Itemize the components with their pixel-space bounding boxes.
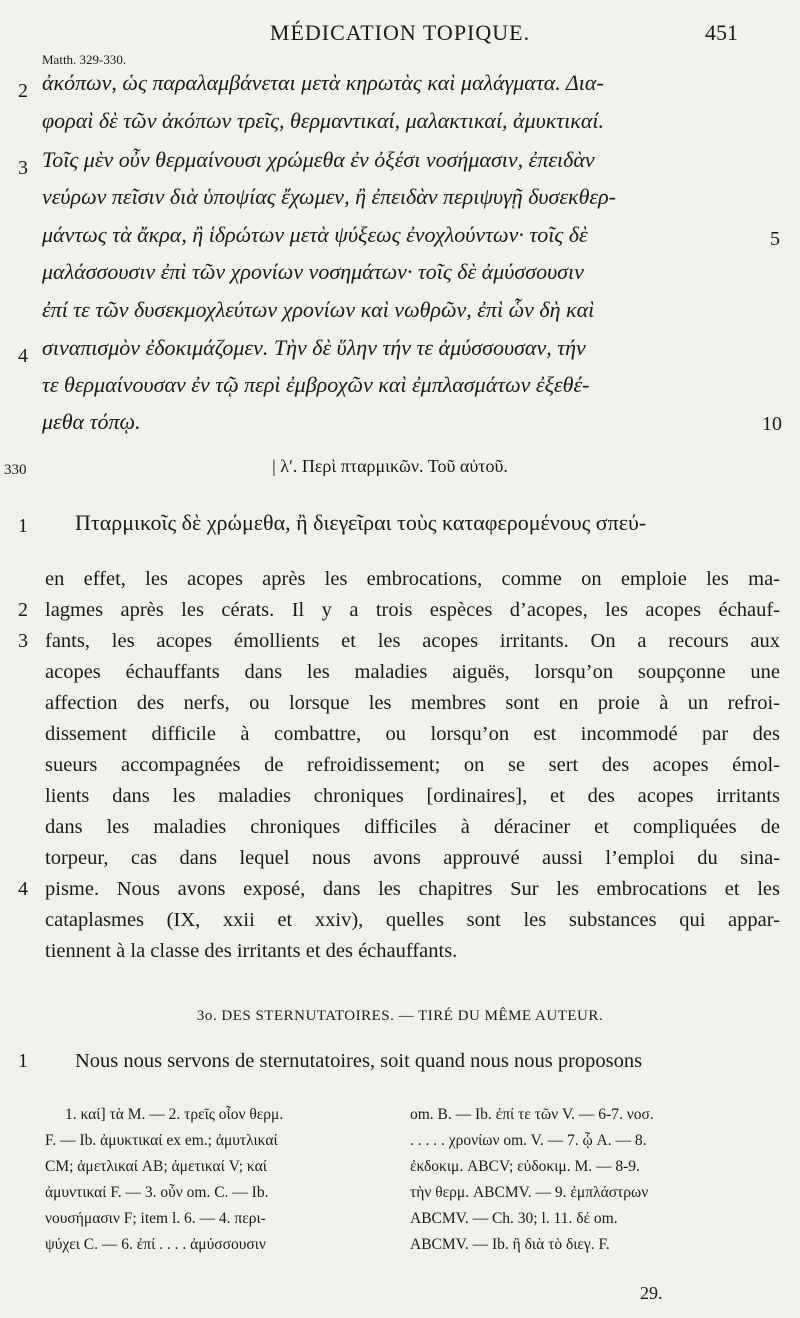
margin-paragraph-number: 1 <box>18 515 28 537</box>
greek-line: νεύρων πεῖσιν διὰ ὑποψίας ἔχωμεν, ἢ ἐπειδὰν περιψυγῇ δυσεκθερ- <box>42 184 616 209</box>
footnote-line: om. B. — Ib. ἐπί τε τῶν V. — 6-7. νοσ. <box>410 1106 654 1123</box>
greek-line: Τοῖς μὲν οὖν θερμαίνουσι χρώμεθα ἐν ὀξέσι νοσήμασιν, ἐπειδὰν <box>42 147 595 172</box>
footnote-line: . . . . . χρονίων om. V. — 7. ᾧ A. — 8. <box>410 1132 647 1149</box>
greek-line: τε θερμαίνουσαν ἐν τῷ περὶ ἐμβροχῶν καὶ ἐμπλασμάτων ἐξεθέ- <box>42 372 590 397</box>
french-line: affection des nerfs, ou lorsque les membres sont en proie à un refroi- <box>45 692 780 714</box>
greek-line: μάντως τὰ ἄκρα, ἢ ἱδρώτων μετὰ ψύξεως ἐνοχλούντων· τοῖς δὲ <box>42 222 588 247</box>
footnote-line: CM; ἀμετλικαί AB; ἀμετικαί V; καί <box>45 1158 267 1175</box>
margin-paragraph-number: 4 <box>18 345 28 367</box>
french-line: dissement difficile à combattre, ou lorsqu’on est incommodé par des <box>45 723 780 745</box>
french-line: tiennent à la classe des irritants et des échauffants. <box>45 940 458 962</box>
signature-mark: 29. <box>640 1283 663 1303</box>
french-line: torpeur, cas dans lequel nous avons approuvé aussi l’emploi du sina- <box>45 847 780 869</box>
footnote-line: ἐκδοκιμ. ABCV; εὐδοκιμ. M. — 8-9. <box>410 1158 640 1175</box>
footnote-line: ABCMV. — Ch. 30; l. 11. δέ om. <box>410 1210 618 1227</box>
footnote-line: ἀμυντικαί F. — 3. οὖν om. C. — Ib. <box>45 1184 269 1201</box>
greek-line: ἀκόπων, ὡς παραλαμβάνεται μετὰ κηρωτὰς καὶ μαλάγματα. Δια- <box>42 70 604 95</box>
french-line: lagmes après les cérats. Il y a trois espèces d’acopes, les acopes échauf- <box>45 599 780 621</box>
greek-line: μαλάσσουσιν ἐπὶ τῶν χρονίων νοσημάτων· τοῖς δὲ ἀμύσσουσιν <box>42 259 584 284</box>
page-header-title: MÉDICATION TOPIQUE. <box>269 20 531 45</box>
greek-line: φοραὶ δὲ τῶν ἀκόπων τρεῖς, θερμαντικαί, μαλακτικαί, ἀμυκτικαί. <box>42 108 605 133</box>
footnote-line: ψύχει C. — 6. ἐπί . . . . ἀμύσσουσιν <box>45 1236 266 1253</box>
footnote-line: 1. καί] τὰ M. — 2. τρεῖς οἷον θερμ. <box>65 1106 284 1123</box>
french-line: fants, les acopes émollients et les acopes irritants. On a recours aux <box>45 630 780 652</box>
french-line: lients dans les maladies chroniques [ordinaires], et des acopes irritants <box>45 785 780 807</box>
matth-reference: Matth. 329-330. <box>42 52 127 67</box>
footnote-line: ABCMV. — Ib. ἢ διὰ τὸ διεγ. F. <box>410 1236 610 1253</box>
french-line: dans les maladies chroniques difficiles à déraciner et compliquées de <box>45 816 780 838</box>
footnote-line: νουσήμασιν F; item l. 6. — 4. περι- <box>45 1210 266 1227</box>
margin-paragraph-number: 1 <box>18 1050 28 1072</box>
footnote-line: F. — Ib. ἀμυκτικαί ex em.; ἀμυτλικαί <box>45 1132 278 1149</box>
margin-paragraph-number: 2 <box>18 80 28 102</box>
greek-section-line: Πταρμικοῖς δὲ χρώμεθα, ἢ διεγεῖραι τοὺς καταφερομένους σπεύ- <box>75 510 647 535</box>
greek-line: ἐπί τε τῶν δυσεκμοχλεύτων χρονίων καὶ νωθρῶν, ἐπὶ ὧν δὴ καὶ <box>42 297 595 322</box>
margin-paragraph-number: 3 <box>18 630 28 652</box>
french-line: pisme. Nous avons exposé, dans les chapitres Sur les embrocations et les <box>45 878 780 900</box>
greek-section-heading: | λʹ. Περὶ πταρμικῶν. Τοῦ αὐτοῦ. <box>272 456 508 476</box>
french-line: cataplasmes (IX, xxii et xxiv), quelles sont les substances qui appar- <box>45 909 780 931</box>
margin-paragraph-number: 2 <box>18 599 28 621</box>
french-line: en effet, les acopes après les embrocations, comme on emploie les ma- <box>45 568 780 590</box>
margin-line-number: 5 <box>770 228 780 250</box>
french-section-heading: 3o. DES STERNUTATOIRES. — TIRÉ DU MÊME AUTEUR. <box>196 1008 604 1024</box>
page-number: 451 <box>705 20 738 45</box>
french-line: sueurs accompagnées de refroidissement; on se sert des acopes émol- <box>45 754 780 776</box>
margin-matth-number: 330 <box>4 462 27 478</box>
french-line: acopes échauffants dans les maladies aiguës, lorsqu’on soupçonne une <box>45 661 780 683</box>
margin-paragraph-number: 4 <box>18 878 28 900</box>
margin-line-number: 10 <box>762 413 782 435</box>
margin-paragraph-number: 3 <box>18 157 28 179</box>
footnote-line: τὴν θερμ. ABCMV. — 9. ἐμπλάστρων <box>410 1184 649 1201</box>
french-section-line: Nous nous servons de sternutatoires, soit quand nous nous proposons <box>75 1050 643 1072</box>
greek-line: μεθα τόπῳ. <box>42 409 141 434</box>
greek-line: σιναπισμὸν ἐδοκιμάζομεν. Τὴν δὲ ὕλην τήν τε ἀμύσσουσαν, τήν <box>42 335 586 360</box>
